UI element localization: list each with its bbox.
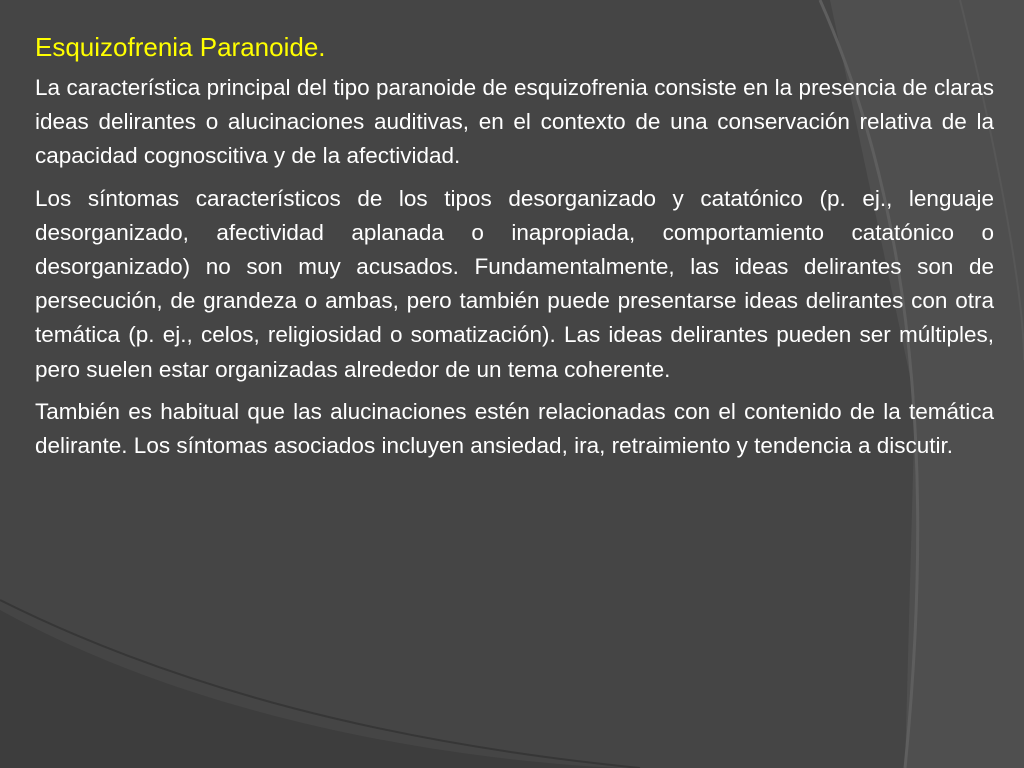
- slide-content: [35, 30, 994, 471]
- paragraph-3: También es habitual que las alucinaciones estén relacionadas con el contenido de la temática delirante. Los síntomas asociados incluyen ansiedad, ira, retraimiento y tendencia a discutir.: [35, 398, 994, 459]
- paragraph-2: Los síntomas característicos de los tipos desorganizado y catatónico (p. ej., lenguaje desorganizado, afectividad aplanada o inapropiada, comportamiento catatónico o desorganizado) no son muy acusados. Fundamentalmente, las ideas delirantes son de persecución, de grandeza o ambas, pero también puede presentarse ideas delirantes con otra temática (p. ej., celos, religiosidad o somatización). Las ideas delirantes pueden ser múltiples, pero suelen estar organizadas alrededor de un tema coherente.: [35, 185, 994, 382]
- paragraph-1: La característica principal del tipo paranoide de esquizofrenia consiste en la presencia de claras ideas delirantes o alucinaciones auditivas, en el contexto de una conservación relativa de la capacidad cognoscitiva y de la afectividad.: [35, 75, 994, 169]
- slide-title: Esquizofrenia Paranoide.: [35, 32, 326, 62]
- decor-sweep-bottom: [0, 610, 620, 768]
